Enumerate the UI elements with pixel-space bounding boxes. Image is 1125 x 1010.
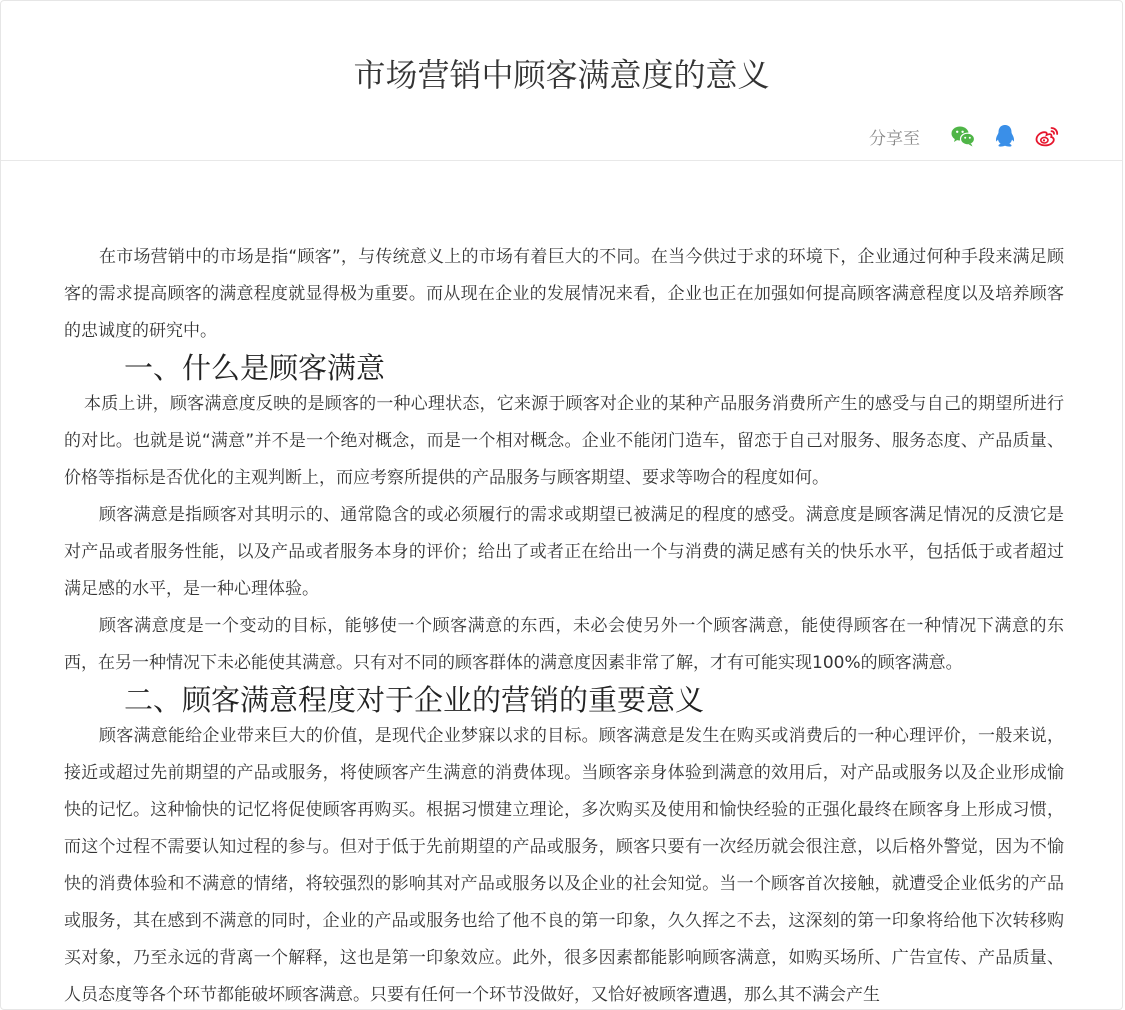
article-body xyxy=(64,239,1064,1010)
text-span: 本质上讲， xyxy=(84,394,170,414)
intro-paragraph: 在市场营销中的市场是指“顾客”，与传统意义上的市场有着巨大的不同。在当今供过于求的环境下，企业通过何种手段来满足顾客的需求提高顾客的满意程度就显得极为重要。而从现在企业的发展情况来看，企业也正在加强如何提高顾客满意程度以及培养顾客的忠诚度的研究中。 xyxy=(64,247,1064,341)
article-header xyxy=(1,1,1122,161)
section1-paragraph-1 xyxy=(64,386,1064,497)
section2-paragraph-1: 顾客满意能给企业带来巨大的价值，是现代企业梦寐以求的目标。顾客满意是发生在购买或消费后的一种心理评价，一般来说，接近或超过先前期望的产品或服务，将使顾客产生满意的消费体现。当顾客亲身体验到满意的效用后，对产品或服务以及企业形成愉快的记忆。这种愉快的记忆将促使顾客再购买。根据习惯建立理论，多次购买及使用和愉快经验的正强化最终在顾客身上形成习惯，而这个过程不需要认知过程的参与。但对于低于先前期望的产品或服务，顾客只要有一次经历就会很注意，以后格外警觉，因为不愉快的消费体验和不满意的情绪，将较强烈的影响其对产品或服务以及企业的社会知觉。当一个顾客首次接触，就遭受企业低劣的产品或服务，其在感到不满意的同时，企业的产品或服务也给了他不良的第一印象，久久挥之不去，这深刻的第一印象将给他下次转移购买对象，乃至永远的背离一个解释，这也是第一印象效应。此外，很多因素都能影响顾客满意，如购买场所、广告宣传、产品质量、人员态度等各个环节都能破坏顾客满意。只要有任何一个环节没做好，又恰好被顾客遭遇，那么其不满会产生 xyxy=(64,726,1064,1005)
section-heading-2: 二、顾客满意程度对于企业的营销的重要意义 xyxy=(124,683,705,717)
wechat-icon[interactable] xyxy=(950,123,976,149)
article-title: 市场营销中顾客满意度的意义 xyxy=(353,56,770,94)
section1-paragraph-3: 顾客满意度是一个变动的目标，能够使一个顾客满意的东西，未必会使另外一个顾客满意，能使得顾客在一种情况下满意的东西，在另一种情况下未必能使其满意。只有对不同的顾客群体的满意度因素非常了解，才有可能实现100%的顾客满意。 xyxy=(64,616,1064,673)
keyword-link[interactable]: 顾客满意度 xyxy=(169,394,256,414)
section-heading-1: 一、什么是顾客满意 xyxy=(124,351,386,385)
share-label: 分享至 xyxy=(869,128,920,149)
text-span: 反映的是顾客的一种心理状态，它来源于顾客对企业的某种产品服务消费所产生的感受与自己的期望所进行的对比。也就是说“满意”并不是一个绝对概念，而是一个相对概念。企业不能闭门造车，留恋于自己对服务、服务态度、产品质量、价格等指标是否优化的主观判断上，而应考察所提供的产品服务与顾客期望、要求等吻合的程度如何。 xyxy=(64,394,1065,488)
qq-icon[interactable] xyxy=(992,123,1018,149)
weibo-icon[interactable] xyxy=(1034,123,1060,149)
section1-paragraph-2: 顾客满意是指顾客对其明示的、通常隐含的或必须履行的需求或期望已被满足的程度的感受。满意度是顾客满足情况的反溃它是对产品或者服务性能，以及产品或者服务本身的评价；给出了或者正在给出一个与消费的满足感有关的快乐水平，包括低于或者超过满足感的水平，是一种心理体验。 xyxy=(64,505,1064,599)
share-bar xyxy=(869,123,1060,149)
